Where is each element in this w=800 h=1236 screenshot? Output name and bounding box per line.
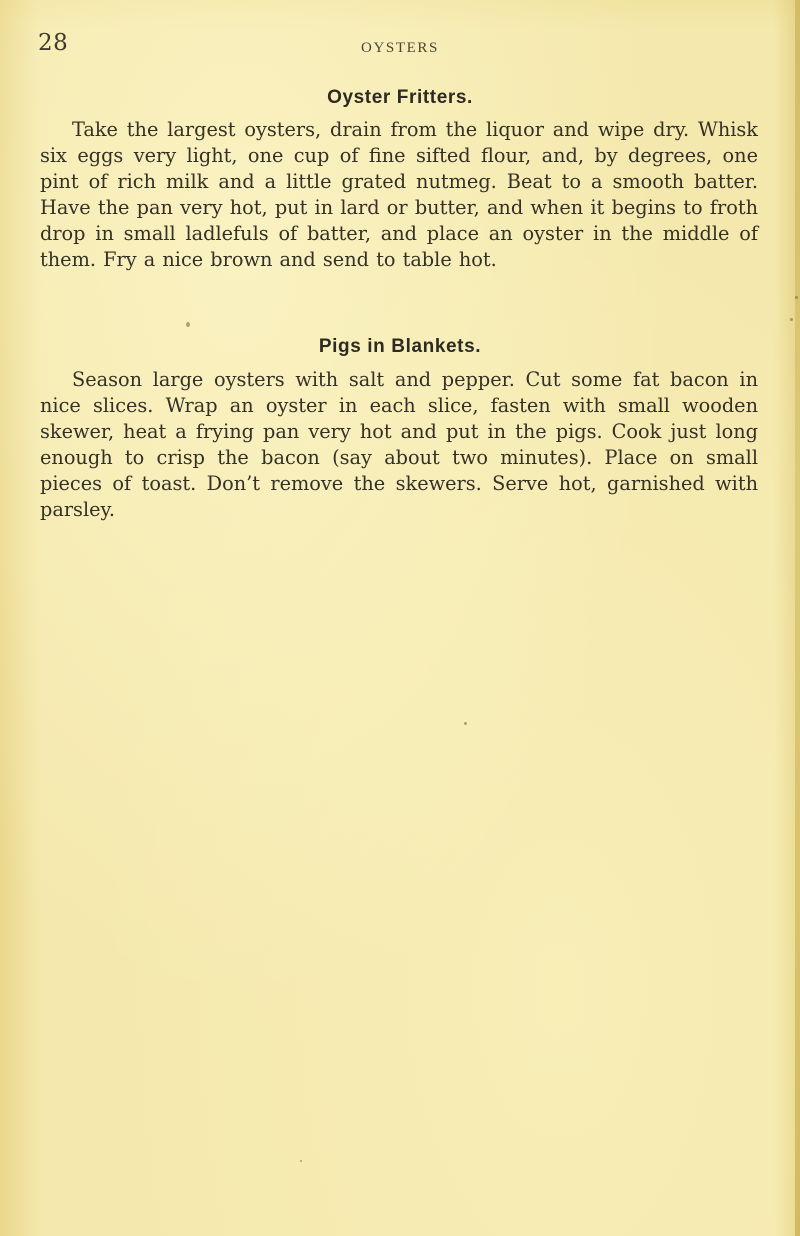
paper-speck [795,296,798,299]
recipe-body-oyster-fritters: Take the largest oysters, drain from the liquor and wipe dry. Whisk six eggs very light, one cup of fine sifted flour, and, by degrees, one pint of rich milk and a little grated nutmeg. Beat to a smooth batter. Have the pan very hot, put in lard or butter, and when it begins to froth drop in small ladlefuls of batter, and place an oyster in the middle of them. Fry a nice brown and send to table hot. [40,118,758,271]
paper-speck [300,1160,302,1162]
paper-speck [790,318,793,321]
recipe-title-pigs-in-blankets: Pigs in Blankets. [318,336,482,357]
page-number: 28 [38,30,69,56]
page-edge [795,0,800,1236]
running-head: OYSTERS [361,40,439,56]
paper-speck [186,322,190,327]
recipe-title-oyster-fritters: Oyster Fritters. [327,87,473,108]
paper-speck [464,722,467,725]
recipe-body-pigs-in-blankets: Season large oysters with salt and pepper. Cut some fat bacon in nice slices. Wrap an oyster in each slice, fasten with small wooden skewer, heat a frying pan very hot and put in the pigs. Cook just long enough to crisp the bacon (say about two minutes). Place on small pieces of toast. Don’t remove the skewers. Serve hot, garnished with parsley. [40,368,758,521]
